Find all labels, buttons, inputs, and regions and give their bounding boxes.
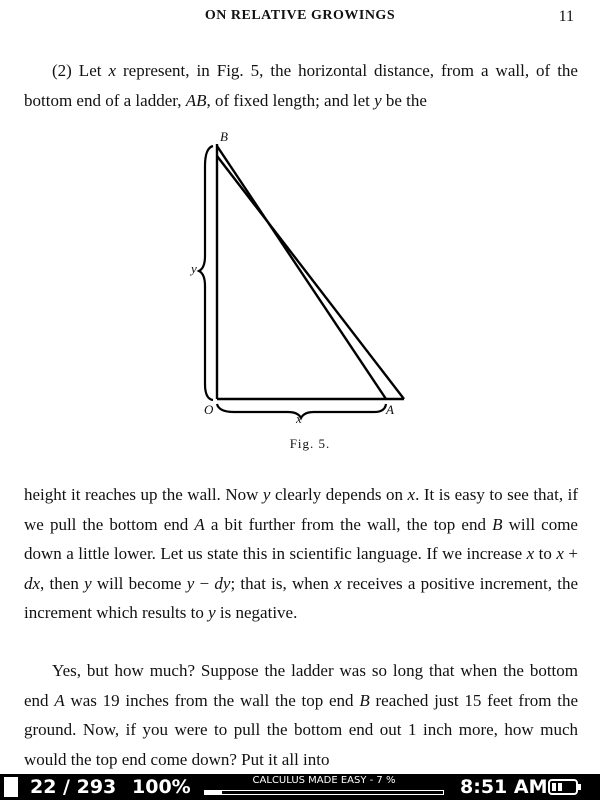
math-symbol: dx	[24, 573, 41, 593]
math-symbol: A	[54, 690, 65, 710]
paragraph-2: height it reaches up the wall. Now y clearly depends on x. It is easy to see that, if we pull the bottom end A a bit further from the wall, the top end B will come down a little lower. Let us state this in scientific language. If we increase x to x + dx, then y will become y − dy; that is, when x receives a positive increment, the increment which results to y is negative.	[24, 485, 579, 622]
figure-5	[180, 126, 420, 456]
running-head	[0, 8, 600, 28]
label-y: y	[191, 261, 197, 276]
y-brace	[199, 146, 213, 400]
math-symbol: x	[108, 61, 116, 80]
math-symbol: y	[208, 603, 216, 622]
math-symbol: B	[359, 690, 370, 710]
page-number: 11	[558, 8, 574, 25]
reading-progress-bar[interactable]	[204, 790, 444, 795]
math-symbol: x	[334, 573, 342, 593]
math-symbol: y	[84, 573, 92, 593]
battery-icon	[548, 779, 582, 795]
math-symbol: x	[526, 544, 535, 563]
label-a: A	[386, 402, 394, 417]
reader-status-bar	[0, 774, 600, 800]
ladder-diagram	[180, 126, 420, 426]
page-count[interactable]: 22 / 293	[30, 776, 117, 798]
ladder-first-position	[217, 146, 386, 399]
math-symbol: y	[262, 485, 271, 504]
label-o: O	[204, 402, 214, 417]
math-symbol: B	[492, 514, 503, 534]
paragraph-1: (2) Let x represent, in Fig. 5, the horizontal distance, from a wall, of the bottom end of a ladder, AB, of fixed length; and let y be the	[24, 61, 578, 110]
label-b: B	[220, 129, 228, 144]
running-title: ON RELATIVE GROWINGS	[204, 8, 396, 23]
zoom-level[interactable]: 100%	[132, 776, 191, 798]
label-x: x	[296, 411, 302, 426]
math-symbol: x	[407, 485, 416, 504]
book-title: CALCULUS MADE EASY - 7 %	[252, 775, 396, 786]
ladder-second-position	[217, 156, 404, 399]
math-symbol: y	[374, 90, 382, 110]
math-symbol: AB	[185, 90, 207, 110]
clock: 8:51 AM	[460, 776, 548, 798]
math-symbol: dy	[214, 573, 231, 593]
math-symbol: y	[186, 573, 195, 593]
paragraph-3: Yes, but how much? Suppose the ladder was so long that when the bottom end A was 19 inches from the wall the top end B reached just 15 feet from the ground. Now, if you were to pull the bottom end out 1 inch more, how much would the top end come down? Put it all into	[24, 661, 578, 769]
reading-progress-fill	[205, 791, 222, 794]
math-symbol: A	[194, 514, 205, 534]
math-symbol: x	[556, 544, 564, 563]
menu-marker-icon[interactable]	[4, 777, 18, 797]
figure-caption: Fig. 5.	[289, 436, 331, 451]
